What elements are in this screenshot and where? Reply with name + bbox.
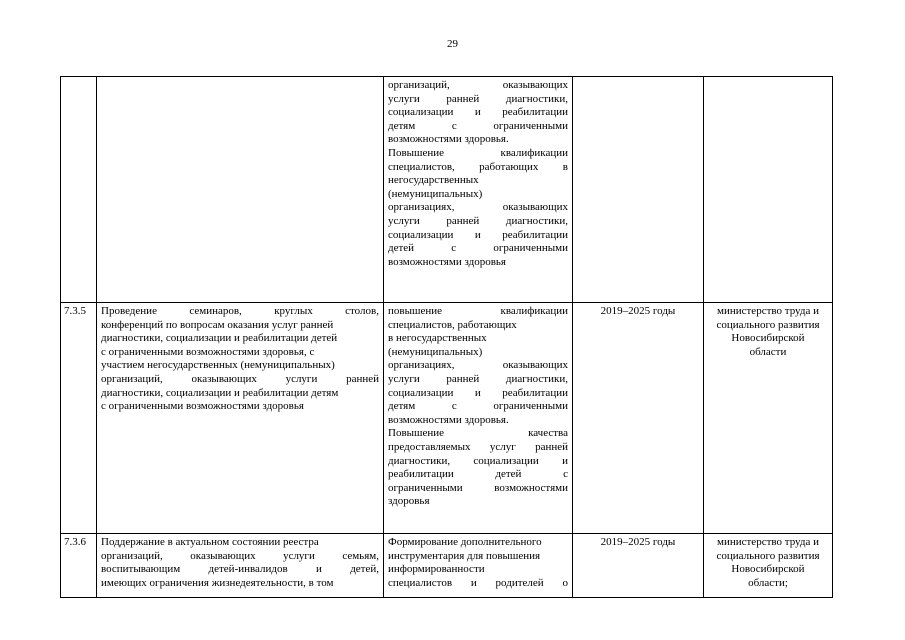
result-line — [388, 577, 568, 591]
result-line — [388, 455, 568, 469]
result-word: ограниченными — [388, 481, 463, 494]
event-line: диагностики, социализации и реабилитации детей — [101, 332, 338, 345]
period-cell: 2019–2025 годы — [573, 303, 704, 534]
executor-line: министерство труда и — [717, 305, 819, 317]
result-word: с — [451, 119, 457, 132]
result-word: повышение — [388, 305, 442, 317]
result-word: и — [562, 454, 568, 467]
result-word: оказывающих — [502, 79, 568, 91]
table-row — [61, 534, 833, 598]
result-word: реабилитации — [502, 386, 568, 399]
result-word: и — [470, 576, 477, 589]
result-word: специалистов, — [388, 160, 455, 173]
result-line: (немуниципальных) — [388, 345, 483, 358]
event-word: круглых — [274, 305, 313, 317]
executor-line: Новосибирской — [731, 563, 805, 576]
event-line: участием негосударственных (немуниципальных) — [101, 359, 335, 372]
result-line — [388, 441, 568, 455]
result-word: детей — [388, 242, 415, 255]
result-line: инструментария для повышения — [388, 549, 541, 562]
result-line — [388, 305, 568, 319]
event-word: семьям, — [342, 549, 379, 562]
result-word: работающих — [479, 160, 539, 173]
result-word: в — [562, 160, 568, 173]
event-word: детей, — [350, 563, 379, 576]
executor-line: области; — [748, 576, 788, 589]
result-line: (немуниципальных) — [388, 187, 483, 200]
result-line — [388, 427, 568, 441]
result-word: Повышение — [388, 146, 445, 159]
result-word: о — [562, 576, 568, 589]
executor-line: социального развития — [716, 318, 820, 331]
result-line: Формирование дополнительного — [388, 536, 542, 548]
event-word: оказывающих — [191, 372, 257, 385]
event-word: воспитывающим — [101, 563, 181, 576]
period-cell: 2019–2025 годы — [573, 534, 704, 598]
item-number-cell: 7.3.5 — [61, 303, 97, 534]
event-cell — [97, 534, 384, 598]
result-word: и — [474, 386, 481, 399]
result-word: социализации — [388, 386, 454, 399]
event-line — [101, 305, 379, 319]
result-line — [388, 373, 568, 387]
event-cell — [97, 77, 384, 303]
result-word: социализации — [388, 106, 454, 119]
result-line — [388, 79, 568, 93]
event-word: столов, — [345, 305, 379, 317]
result-word: качества — [528, 427, 568, 440]
result-word: диагностики, — [505, 372, 568, 385]
result-line — [388, 242, 568, 256]
executor-cell — [704, 303, 833, 534]
result-word: ранней — [535, 440, 568, 453]
result-line — [388, 482, 568, 496]
item-number-cell: 7.3.6 — [61, 534, 97, 598]
result-word: организациях, — [388, 359, 455, 372]
result-word: квалификации — [500, 305, 568, 317]
event-line — [101, 550, 379, 564]
result-word: социализации — [473, 454, 539, 467]
result-cell — [384, 534, 573, 598]
event-word: услуги — [283, 549, 315, 562]
result-word: ограниченными — [493, 400, 568, 413]
result-word: организациях, — [388, 201, 455, 214]
result-word: реабилитации — [502, 106, 568, 119]
event-word: и — [316, 563, 322, 576]
page-number: 29 — [447, 38, 458, 50]
event-line: с ограниченными возможностями здоровья — [101, 400, 304, 413]
result-line — [388, 201, 568, 215]
result-word: услуг — [489, 440, 516, 453]
result-word: организаций, — [388, 79, 450, 91]
result-cell — [384, 303, 573, 534]
executor-cell — [704, 534, 833, 598]
result-line — [388, 106, 568, 120]
result-word: Повышение — [388, 427, 445, 440]
result-word: детям — [388, 119, 416, 132]
result-word: диагностики, — [505, 92, 568, 105]
event-word: услуги — [285, 372, 318, 385]
result-word: услуги — [388, 372, 420, 385]
result-line — [388, 387, 568, 401]
result-line: возможностями здоровья — [388, 255, 506, 268]
result-word: реабилитации — [502, 228, 568, 241]
period-cell — [573, 77, 704, 303]
result-line — [388, 215, 568, 229]
result-line — [388, 359, 568, 373]
result-word: с — [563, 468, 568, 481]
action-plan-table — [60, 76, 833, 598]
result-word: диагностики, — [388, 454, 451, 467]
result-line — [388, 147, 568, 161]
executor-line: социального развития — [716, 549, 820, 562]
result-line — [388, 93, 568, 107]
result-line: возможностями здоровья. — [388, 133, 509, 146]
executor-line: министерство труда и — [717, 536, 819, 548]
result-word: услуги — [388, 214, 420, 227]
table-row — [61, 303, 833, 534]
result-word: ранней — [446, 372, 480, 385]
item-number-cell — [61, 77, 97, 303]
executor-line: области — [749, 345, 787, 358]
result-word: реабилитации — [388, 468, 454, 481]
result-word: с — [451, 400, 457, 413]
result-word: детям — [388, 400, 416, 413]
result-word: с — [451, 242, 457, 255]
result-line: в негосударственных — [388, 332, 487, 345]
executor-cell — [704, 77, 833, 303]
result-word: предоставляемых — [388, 440, 471, 453]
result-word: ограниченными — [493, 242, 568, 255]
event-line: Поддержание в актуальном состоянии реестра — [101, 536, 319, 548]
event-word: организаций, — [101, 549, 163, 562]
result-word: специалистов — [388, 576, 453, 589]
result-line — [388, 400, 568, 414]
result-word: ограниченными — [493, 119, 568, 132]
result-line: специалистов, работающих — [388, 318, 517, 331]
result-word: детей — [495, 468, 522, 481]
result-word: и — [474, 228, 481, 241]
result-line: информированности — [388, 563, 485, 576]
result-line: возможностями здоровья. — [388, 413, 509, 426]
result-line — [388, 120, 568, 134]
result-word: возможностями — [494, 481, 568, 494]
event-word: организаций, — [101, 372, 163, 385]
event-line: имеющих ограничения жизнедеятельности, в том — [101, 576, 334, 589]
result-cell — [384, 77, 573, 303]
result-word: ранней — [446, 92, 480, 105]
result-word: диагностики, — [505, 214, 568, 227]
event-word: детей-инвалидов — [208, 563, 288, 576]
result-word: социализации — [388, 228, 454, 241]
result-word: родителей — [495, 576, 544, 589]
result-word: услуги — [388, 92, 420, 105]
event-word: ранней — [346, 372, 379, 385]
result-line: негосударственных — [388, 174, 479, 187]
table-row — [61, 77, 833, 303]
event-line: диагностики, социализации и реабилитации детям — [101, 386, 339, 399]
event-word: оказывающих — [190, 549, 256, 562]
result-word: квалификации — [500, 146, 568, 159]
result-line — [388, 229, 568, 243]
result-word: оказывающих — [502, 201, 568, 214]
event-line: конференций по вопросам оказания услуг ранней — [101, 318, 334, 331]
event-cell — [97, 303, 384, 534]
event-word: Проведение — [101, 305, 157, 317]
result-line — [388, 161, 568, 175]
result-word: и — [474, 106, 481, 119]
result-word: оказывающих — [502, 359, 568, 372]
event-line — [101, 563, 379, 577]
event-word: семинаров, — [189, 305, 242, 317]
event-line — [101, 373, 379, 387]
event-line: с ограниченными возможностями здоровья, с — [101, 345, 315, 358]
result-line: здоровья — [388, 495, 430, 508]
result-word: ранней — [446, 214, 480, 227]
executor-line: Новосибирской — [731, 332, 805, 345]
result-line — [388, 468, 568, 482]
